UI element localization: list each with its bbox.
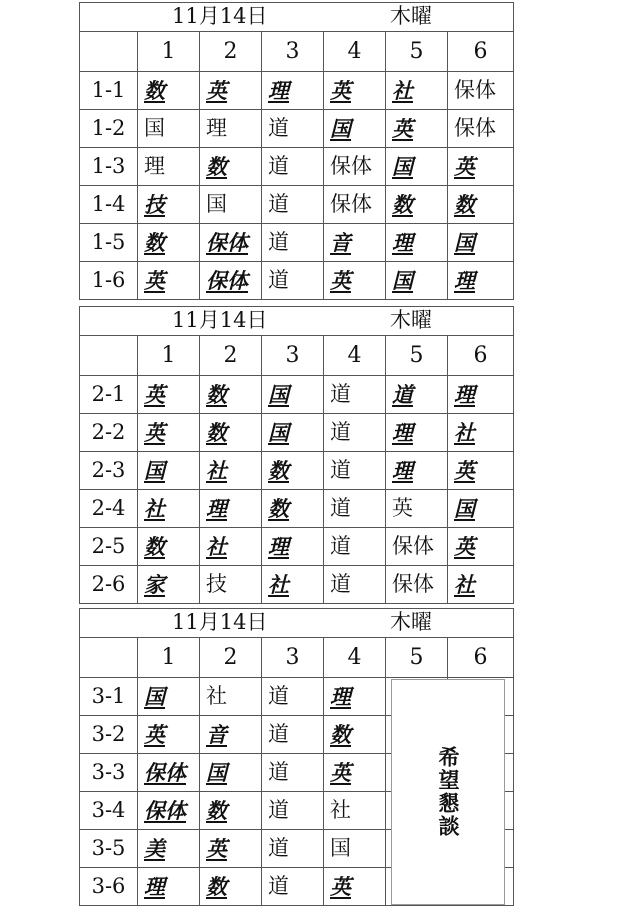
- subject-text: 道: [330, 420, 351, 444]
- subject-cell: [262, 678, 324, 716]
- subject-cell: [324, 868, 386, 906]
- class-label: 2-2: [80, 414, 138, 452]
- subject-cell: [138, 148, 200, 186]
- subject-cell: [138, 528, 200, 566]
- subject-text: 英: [206, 835, 227, 861]
- subject-text: 道: [268, 192, 289, 216]
- subject-cell: [138, 452, 200, 490]
- subject-cell: [200, 452, 262, 490]
- subject-cell: [262, 186, 324, 224]
- subject-cell: [262, 490, 324, 528]
- subject-cell: [324, 224, 386, 262]
- subject-text: 道: [330, 534, 351, 558]
- subject-cell: [262, 148, 324, 186]
- subject-text: 国: [392, 153, 413, 179]
- subject-text: 道: [392, 381, 413, 407]
- subject-text: 理: [392, 229, 413, 255]
- subject-text: 家: [144, 571, 165, 597]
- subject-text: 道: [268, 154, 289, 178]
- subject-cell: [324, 716, 386, 754]
- subject-cell: [324, 528, 386, 566]
- subject-text: 保体: [206, 267, 248, 293]
- class-label: 1-4: [80, 186, 138, 224]
- period-number: 5: [386, 336, 448, 376]
- subject-cell: [138, 110, 200, 148]
- class-row: [80, 528, 514, 566]
- class-row: [80, 148, 514, 186]
- subject-cell: [200, 830, 262, 868]
- subject-cell: [324, 490, 386, 528]
- subject-cell: [386, 490, 448, 528]
- class-label: 1-6: [80, 262, 138, 300]
- subject-text: 数: [454, 191, 475, 217]
- subject-cell: [138, 490, 200, 528]
- subject-text: 道: [268, 836, 289, 860]
- period-number: 6: [448, 336, 514, 376]
- class-label: 1-3: [80, 148, 138, 186]
- subject-cell: [324, 186, 386, 224]
- subject-cell: [200, 678, 262, 716]
- subject-cell: [324, 376, 386, 414]
- subject-text: 数: [206, 797, 227, 823]
- subject-cell: [448, 414, 514, 452]
- subject-cell: [262, 110, 324, 148]
- subject-text: 数: [144, 229, 165, 255]
- period-number: 6: [448, 32, 514, 72]
- subject-cell: [324, 262, 386, 300]
- subject-text: 社: [206, 684, 227, 708]
- subject-cell: [262, 528, 324, 566]
- subject-text: 道: [330, 572, 351, 596]
- subject-text: 英: [330, 77, 351, 103]
- subject-cell: [138, 754, 200, 792]
- period-number: 4: [324, 32, 386, 72]
- subject-text: 保体: [330, 192, 372, 216]
- subject-cell: [448, 262, 514, 300]
- class-row: [80, 490, 514, 528]
- subject-text: 道: [268, 116, 289, 140]
- subject-text: 国: [206, 759, 227, 785]
- class-row: [80, 262, 514, 300]
- subject-text: 国: [268, 419, 289, 445]
- subject-cell: [324, 452, 386, 490]
- subject-text: 英: [330, 873, 351, 899]
- subject-text: 保体: [454, 78, 496, 102]
- subject-text: 数: [268, 495, 289, 521]
- subject-cell: [448, 72, 514, 110]
- subject-cell: [262, 262, 324, 300]
- class-row: [80, 186, 514, 224]
- period-number: 3: [262, 638, 324, 678]
- subject-cell: [324, 754, 386, 792]
- period-number: 4: [324, 336, 386, 376]
- subject-cell: [324, 148, 386, 186]
- subject-cell: [448, 148, 514, 186]
- subject-text: 数: [206, 873, 227, 899]
- subject-cell: [138, 566, 200, 604]
- subject-text: 道: [268, 798, 289, 822]
- subject-text: 技: [144, 191, 165, 217]
- subject-cell: [138, 224, 200, 262]
- subject-cell: [262, 792, 324, 830]
- weekday-label: 木曜: [390, 610, 432, 634]
- subject-text: 理: [454, 381, 475, 407]
- subject-text: 理: [206, 495, 227, 521]
- subject-text: 道: [330, 382, 351, 406]
- subject-cell: [262, 452, 324, 490]
- grade2-timetable: [79, 306, 514, 604]
- subject-text: 道: [268, 230, 289, 254]
- class-row: [80, 414, 514, 452]
- date-header: [80, 3, 514, 32]
- subject-cell: [448, 224, 514, 262]
- subject-cell: [386, 148, 448, 186]
- period-number: 4: [324, 638, 386, 678]
- subject-text: 社: [206, 533, 227, 559]
- subject-cell: [262, 376, 324, 414]
- subject-cell: [386, 566, 448, 604]
- subject-text: 数: [144, 77, 165, 103]
- date-header: [80, 609, 514, 638]
- subject-text: 社: [268, 571, 289, 597]
- subject-cell: [200, 186, 262, 224]
- subject-cell: [448, 186, 514, 224]
- subject-text: 国: [454, 229, 475, 255]
- subject-cell: [200, 110, 262, 148]
- subject-text: 保体: [392, 572, 434, 596]
- period-number: 2: [200, 32, 262, 72]
- subject-text: 社: [392, 77, 413, 103]
- subject-text: 保体: [144, 759, 186, 785]
- subject-cell: [138, 716, 200, 754]
- subject-cell: [262, 830, 324, 868]
- subject-text: 道: [268, 268, 289, 292]
- subject-text: 社: [454, 571, 475, 597]
- subject-text: 美: [144, 835, 165, 861]
- corner-cell: [80, 638, 138, 678]
- class-label: 1-2: [80, 110, 138, 148]
- date-header: [80, 307, 514, 336]
- subject-text: 国: [392, 267, 413, 293]
- consultation-note-text: 希望懇談: [436, 746, 460, 838]
- subject-cell: [200, 490, 262, 528]
- subject-text: 英: [330, 267, 351, 293]
- subject-text: 国: [454, 495, 475, 521]
- subject-text: 数: [144, 533, 165, 559]
- subject-text: 国: [330, 836, 351, 860]
- period-row: [80, 336, 514, 376]
- class-row: [80, 566, 514, 604]
- subject-text: 理: [268, 77, 289, 103]
- header-row: [80, 3, 514, 32]
- weekday-label: 木曜: [390, 308, 432, 332]
- subject-text: 保体: [206, 229, 248, 255]
- subject-cell: [448, 452, 514, 490]
- class-label: 2-3: [80, 452, 138, 490]
- subject-cell: [262, 566, 324, 604]
- subject-cell: [262, 868, 324, 906]
- class-label: 3-4: [80, 792, 138, 830]
- subject-text: 英: [144, 267, 165, 293]
- subject-text: 理: [392, 419, 413, 445]
- subject-text: 社: [454, 419, 475, 445]
- subject-text: 理: [268, 533, 289, 559]
- subject-cell: [262, 716, 324, 754]
- subject-cell: [386, 376, 448, 414]
- class-row: [80, 452, 514, 490]
- subject-cell: [324, 792, 386, 830]
- subject-cell: [200, 262, 262, 300]
- subject-cell: [138, 414, 200, 452]
- subject-text: 道: [330, 458, 351, 482]
- subject-cell: [324, 110, 386, 148]
- subject-cell: [324, 678, 386, 716]
- subject-text: 保体: [144, 797, 186, 823]
- class-label: 2-1: [80, 376, 138, 414]
- subject-text: 理: [144, 873, 165, 899]
- subject-text: 英: [144, 419, 165, 445]
- subject-text: 理: [330, 683, 351, 709]
- subject-text: 英: [392, 115, 413, 141]
- class-row: [80, 110, 514, 148]
- subject-text: 理: [454, 267, 475, 293]
- subject-cell: [200, 566, 262, 604]
- subject-cell: [200, 224, 262, 262]
- subject-text: 国: [144, 457, 165, 483]
- period-number: 1: [138, 638, 200, 678]
- subject-cell: [386, 414, 448, 452]
- subject-cell: [448, 110, 514, 148]
- class-row: [80, 72, 514, 110]
- subject-text: 英: [454, 153, 475, 179]
- subject-cell: [386, 262, 448, 300]
- grade1-timetable: [79, 2, 514, 300]
- period-number: 3: [262, 32, 324, 72]
- subject-text: 保体: [454, 116, 496, 140]
- class-label: 3-6: [80, 868, 138, 906]
- weekday-label: 木曜: [390, 4, 432, 28]
- header-row: [80, 307, 514, 336]
- corner-cell: [80, 32, 138, 72]
- consultation-note: [391, 679, 505, 905]
- subject-cell: [386, 224, 448, 262]
- subject-cell: [138, 72, 200, 110]
- subject-cell: [200, 148, 262, 186]
- class-row: [80, 376, 514, 414]
- subject-text: 音: [206, 721, 227, 747]
- subject-cell: [262, 72, 324, 110]
- subject-text: 国: [206, 192, 227, 216]
- subject-cell: [324, 830, 386, 868]
- class-label: 2-5: [80, 528, 138, 566]
- subject-cell: [448, 376, 514, 414]
- subject-text: 社: [330, 798, 351, 822]
- subject-text: 数: [206, 153, 227, 179]
- class-label: 2-6: [80, 566, 138, 604]
- subject-text: 理: [206, 116, 227, 140]
- subject-cell: [448, 566, 514, 604]
- subject-text: 数: [392, 191, 413, 217]
- corner-cell: [80, 336, 138, 376]
- subject-cell: [386, 110, 448, 148]
- subject-text: 数: [268, 457, 289, 483]
- subject-cell: [262, 414, 324, 452]
- subject-cell: [448, 528, 514, 566]
- period-number: 2: [200, 638, 262, 678]
- subject-text: 保体: [392, 534, 434, 558]
- subject-cell: [448, 490, 514, 528]
- period-number: 1: [138, 32, 200, 72]
- subject-text: 英: [454, 457, 475, 483]
- subject-text: 国: [144, 683, 165, 709]
- subject-cell: [200, 792, 262, 830]
- subject-cell: [324, 414, 386, 452]
- subject-text: 数: [330, 721, 351, 747]
- subject-text: 道: [268, 684, 289, 708]
- subject-text: 英: [330, 759, 351, 785]
- subject-cell: [138, 678, 200, 716]
- subject-cell: [138, 262, 200, 300]
- subject-cell: [200, 414, 262, 452]
- subject-cell: [386, 528, 448, 566]
- subject-text: 技: [206, 572, 227, 596]
- subject-cell: [200, 376, 262, 414]
- class-label: 3-5: [80, 830, 138, 868]
- subject-cell: [324, 566, 386, 604]
- class-label: 3-2: [80, 716, 138, 754]
- subject-cell: [138, 830, 200, 868]
- subject-text: 英: [144, 381, 165, 407]
- subject-text: 音: [330, 229, 351, 255]
- period-number: 2: [200, 336, 262, 376]
- subject-text: 国: [268, 381, 289, 407]
- subject-text: 英: [144, 721, 165, 747]
- class-label: 3-3: [80, 754, 138, 792]
- class-row: [80, 224, 514, 262]
- period-number: 5: [386, 638, 448, 678]
- subject-cell: [138, 868, 200, 906]
- subject-text: 英: [206, 77, 227, 103]
- subject-cell: [200, 528, 262, 566]
- period-number: 1: [138, 336, 200, 376]
- subject-text: 道: [268, 760, 289, 784]
- class-label: 2-4: [80, 490, 138, 528]
- subject-text: 数: [206, 419, 227, 445]
- period-number: 5: [386, 32, 448, 72]
- period-row: [80, 638, 514, 678]
- subject-text: 国: [144, 116, 165, 140]
- subject-text: 道: [268, 874, 289, 898]
- subject-text: 道: [268, 722, 289, 746]
- subject-text: 英: [454, 533, 475, 559]
- subject-text: 数: [206, 381, 227, 407]
- subject-text: 理: [144, 154, 165, 178]
- subject-text: 国: [330, 115, 351, 141]
- subject-cell: [324, 72, 386, 110]
- subject-text: 社: [144, 495, 165, 521]
- subject-cell: [138, 376, 200, 414]
- class-label: 1-5: [80, 224, 138, 262]
- subject-cell: [138, 792, 200, 830]
- subject-cell: [138, 186, 200, 224]
- subject-cell: [200, 754, 262, 792]
- class-label: 3-1: [80, 678, 138, 716]
- subject-text: 社: [206, 457, 227, 483]
- subject-text: 理: [392, 457, 413, 483]
- subject-cell: [262, 754, 324, 792]
- date-label: 11月14日: [172, 308, 268, 332]
- subject-text: 道: [330, 496, 351, 520]
- subject-cell: [386, 72, 448, 110]
- subject-cell: [386, 452, 448, 490]
- subject-text: 保体: [330, 154, 372, 178]
- period-number: 3: [262, 336, 324, 376]
- subject-cell: [200, 72, 262, 110]
- period-number: 6: [448, 638, 514, 678]
- class-label: 1-1: [80, 72, 138, 110]
- date-label: 11月14日: [172, 610, 268, 634]
- subject-cell: [262, 224, 324, 262]
- header-row: [80, 609, 514, 638]
- subject-cell: [200, 868, 262, 906]
- date-label: 11月14日: [172, 4, 268, 28]
- subject-cell: [386, 186, 448, 224]
- subject-text: 英: [392, 496, 413, 520]
- period-row: [80, 32, 514, 72]
- subject-cell: [200, 716, 262, 754]
